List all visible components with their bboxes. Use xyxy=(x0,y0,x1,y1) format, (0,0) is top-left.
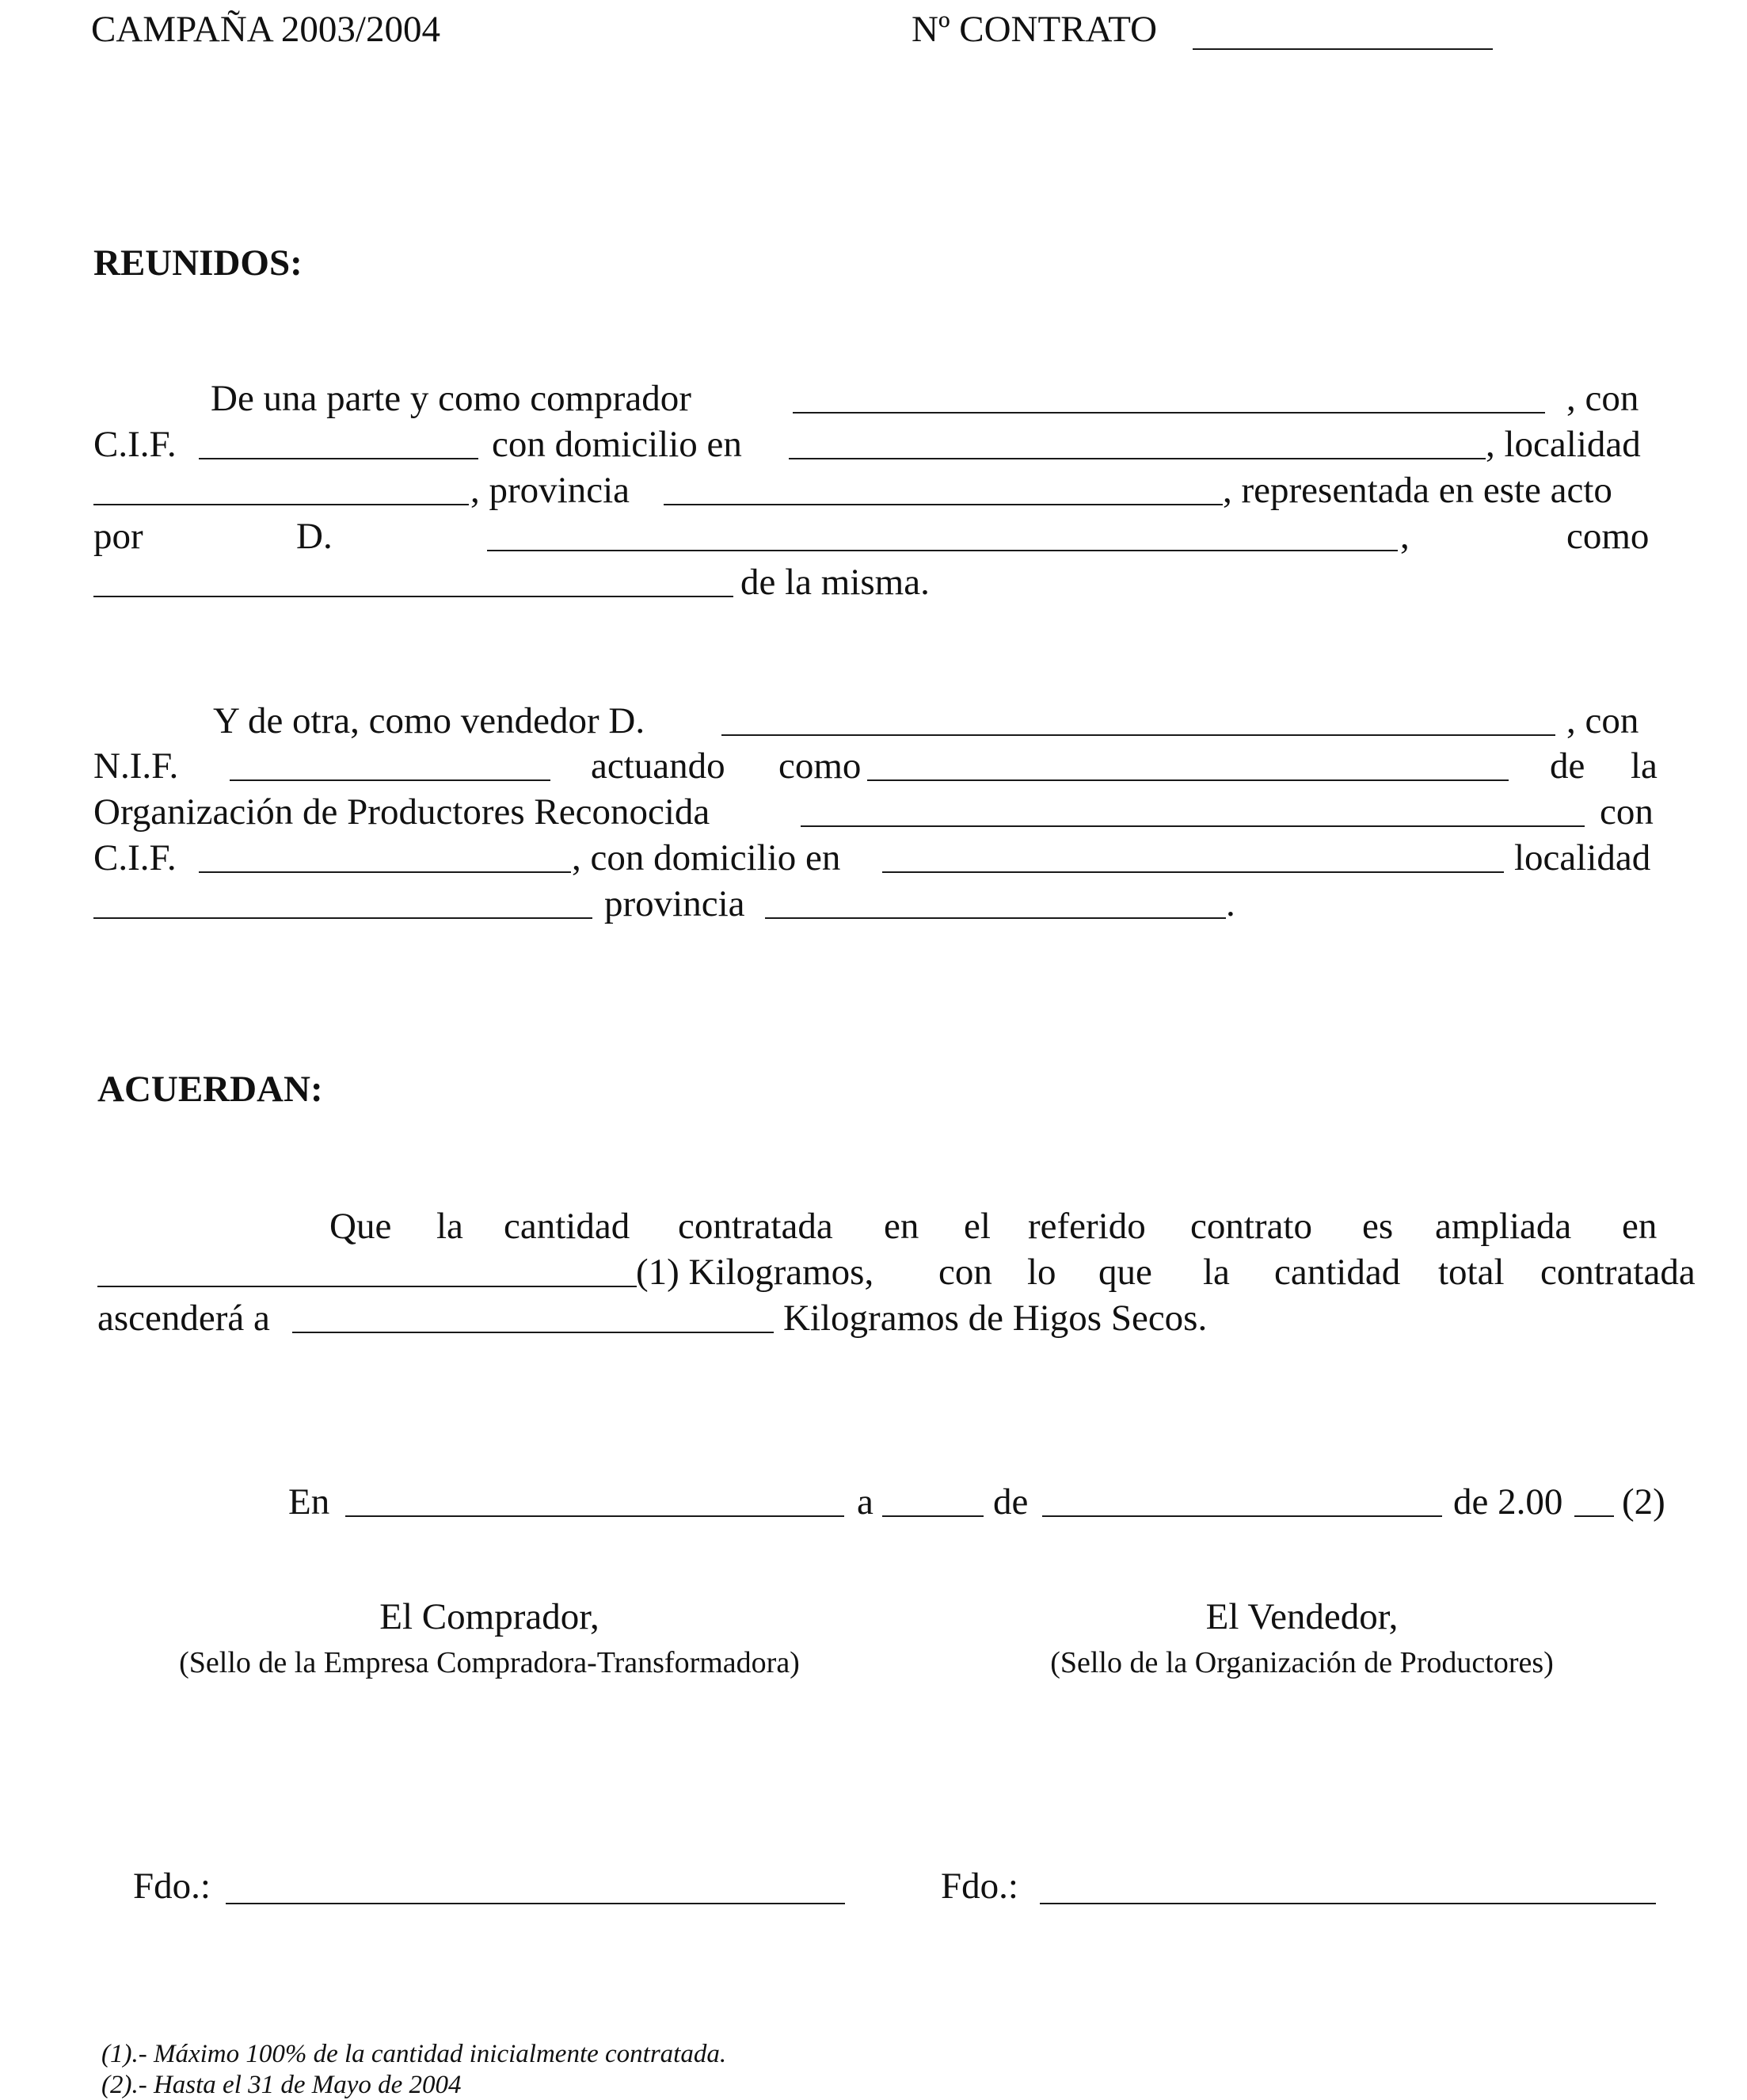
seller-role-field[interactable] xyxy=(867,779,1509,781)
campaign-label: CAMPAÑA 2003/2004 xyxy=(91,9,440,50)
seller-fdo-label: Fdo.: xyxy=(941,1866,1018,1907)
acuerdan-word: es xyxy=(1362,1206,1394,1247)
buyer-position-field[interactable] xyxy=(93,596,733,597)
acuerdan-kilogramos-text: Kilogramos de Higos Secos. xyxy=(783,1298,1208,1339)
date-place-field[interactable] xyxy=(345,1515,844,1517)
quantity-increase-field[interactable] xyxy=(97,1286,637,1287)
seller-como-text: como xyxy=(778,745,862,787)
acuerdan-heading: ACUERDAN: xyxy=(97,1069,323,1110)
seller-actuando-text: actuando xyxy=(591,745,725,787)
acuerdan-word: referido xyxy=(1028,1206,1146,1247)
acuerdan-word: el xyxy=(964,1206,991,1247)
buyer-comma: , xyxy=(1400,516,1410,557)
seller-cif-field[interactable] xyxy=(199,871,571,873)
seller-con2-text: con xyxy=(1600,791,1654,833)
buyer-de-la-misma-text: de la misma. xyxy=(740,562,930,603)
buyer-cif-label: C.I.F. xyxy=(93,424,177,465)
acuerdan-word: la xyxy=(436,1206,463,1247)
acuerdan-word: cantidad xyxy=(504,1206,630,1247)
acuerdan-word: total xyxy=(1438,1252,1505,1293)
buyer-d-text: D. xyxy=(296,516,333,557)
buyer-provincia-field[interactable] xyxy=(664,504,1223,505)
buyer-localidad-field[interactable] xyxy=(93,504,469,505)
buyer-cif-field[interactable] xyxy=(199,458,478,459)
buyer-por-text: por xyxy=(93,516,143,557)
buyer-localidad-label: , localidad xyxy=(1486,424,1641,465)
acuerdan-word: la xyxy=(1203,1252,1230,1293)
buyer-seal-note: (Sello de la Empresa Compradora-Transformadora) xyxy=(179,1646,800,1679)
acuerdan-word: contratada xyxy=(1540,1252,1696,1293)
acuerdan-word: (1) Kilogramos, xyxy=(636,1252,874,1293)
buyer-domicilio-field[interactable] xyxy=(789,458,1486,459)
seller-nif-field[interactable] xyxy=(230,779,550,781)
seller-localidad-label: localidad xyxy=(1514,837,1651,878)
date-year-field[interactable] xyxy=(1574,1515,1614,1517)
buyer-domicilio-label: con domicilio en xyxy=(492,424,742,465)
seller-intro-text: Y de otra, como vendedor D. xyxy=(213,700,645,741)
acuerdan-word: lo xyxy=(1027,1252,1056,1293)
buyer-signature-block xyxy=(93,1596,885,1680)
seller-provincia-label: provincia xyxy=(604,883,745,924)
date-day-field[interactable] xyxy=(882,1515,984,1517)
seller-provincia-field[interactable] xyxy=(765,917,1226,919)
buyer-representada-text: , representada en este acto xyxy=(1223,470,1612,511)
contract-number-field[interactable] xyxy=(1193,48,1493,50)
date-a-label: a xyxy=(857,1481,874,1523)
buyer-signature-field[interactable] xyxy=(226,1903,845,1904)
seller-seal-note: (Sello de la Organización de Productores) xyxy=(1050,1646,1554,1679)
buyer-title: El Comprador, xyxy=(379,1596,599,1637)
buyer-representative-field[interactable] xyxy=(487,550,1398,551)
seller-con-text: , con xyxy=(1566,700,1639,741)
buyer-como-text: como xyxy=(1566,516,1650,557)
seller-signature-block xyxy=(961,1596,1642,1680)
buyer-con-text: , con xyxy=(1566,378,1639,419)
seller-la-text: la xyxy=(1631,745,1658,787)
date-footnote-ref: (2) xyxy=(1622,1481,1665,1523)
acuerdan-word: Que xyxy=(329,1206,392,1247)
date-year-label: de 2.00 xyxy=(1453,1481,1563,1523)
buyer-fdo-label: Fdo.: xyxy=(133,1866,211,1907)
seller-de-text: de xyxy=(1550,745,1585,787)
seller-organizacion-text: Organización de Productores Reconocida xyxy=(93,791,710,833)
seller-signature-field[interactable] xyxy=(1040,1903,1656,1904)
seller-localidad-field[interactable] xyxy=(93,917,592,919)
seller-name-field[interactable] xyxy=(721,734,1555,736)
acuerdan-word: en xyxy=(1622,1206,1658,1247)
buyer-name-field[interactable] xyxy=(793,412,1545,414)
seller-nif-label: N.I.F. xyxy=(93,745,179,787)
seller-title: El Vendedor, xyxy=(1205,1596,1399,1637)
acuerdan-word: contratada xyxy=(678,1206,833,1247)
date-month-field[interactable] xyxy=(1042,1515,1442,1517)
seller-cif-label: C.I.F. xyxy=(93,837,177,878)
footnote-1: (1).- Máximo 100% de la cantidad inicialmente contratada. xyxy=(101,2040,727,2068)
acuerdan-word: con xyxy=(938,1252,992,1293)
buyer-provincia-label: , provincia xyxy=(470,470,630,511)
acuerdan-word: contrato xyxy=(1190,1206,1312,1247)
reunidos-heading: REUNIDOS: xyxy=(93,242,303,284)
acuerdan-word: ampliada xyxy=(1435,1206,1572,1247)
buyer-intro-text: De una parte y como comprador xyxy=(211,378,691,419)
seller-domicilio-field[interactable] xyxy=(882,871,1504,873)
acuerdan-word: cantidad xyxy=(1274,1252,1401,1293)
seller-domicilio-label: , con domicilio en xyxy=(572,837,841,878)
date-de-label: de xyxy=(993,1481,1029,1523)
acuerdan-word: que xyxy=(1098,1252,1152,1293)
seller-organization-field[interactable] xyxy=(801,825,1585,827)
seller-period: . xyxy=(1226,883,1235,924)
footnote-2: (2).- Hasta el 31 de Mayo de 2004 xyxy=(101,2071,462,2099)
date-en-label: En xyxy=(288,1481,330,1523)
acuerdan-word: en xyxy=(884,1206,919,1247)
acuerdan-ascendera-text: ascenderá a xyxy=(97,1298,270,1339)
quantity-total-field[interactable] xyxy=(292,1332,774,1333)
contract-number-label: Nº CONTRATO xyxy=(912,9,1158,50)
